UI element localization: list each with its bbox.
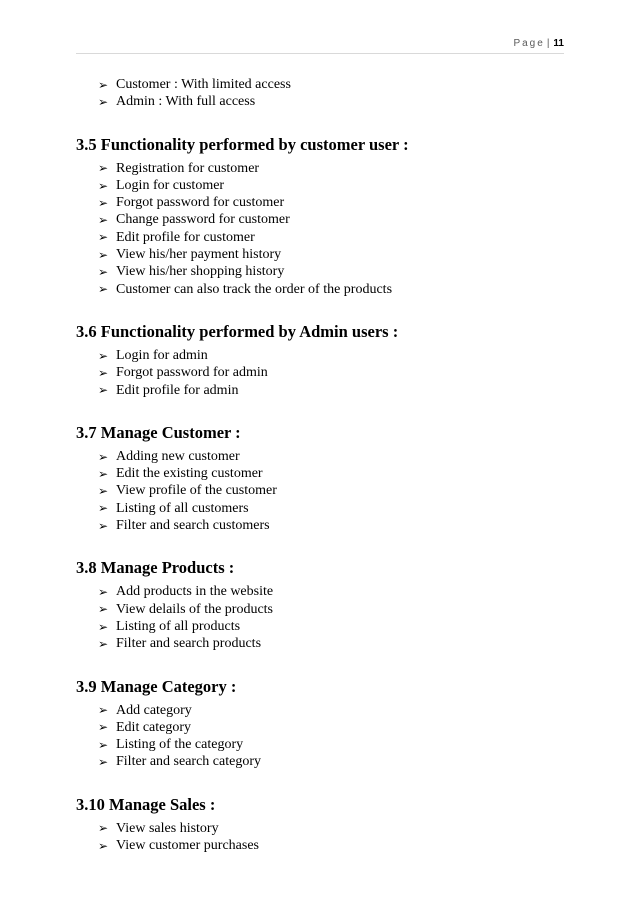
list-item-text: Login for customer [116, 177, 225, 193]
list-item [98, 448, 566, 465]
list-item-text: Customer : With limited access [116, 77, 291, 92]
list-item-text: Registration for customer [116, 160, 260, 176]
arrow-bullet-icon: ➢ [98, 501, 109, 516]
arrow-bullet-icon: ➢ [98, 636, 109, 651]
list-item [98, 382, 566, 399]
list-item [98, 263, 566, 280]
list-item-text: Listing of all customers [116, 500, 249, 516]
arrow-bullet-icon: ➢ [98, 282, 109, 297]
list-item [98, 246, 566, 263]
list-item [98, 93, 566, 110]
arrow-bullet-icon: ➢ [98, 619, 109, 634]
list-item-text: View profile of the customer [116, 483, 277, 499]
list-item-text: Admin : With full access [116, 94, 256, 110]
arrow-bullet-icon: ➢ [98, 77, 109, 92]
page-number: 11 [553, 38, 564, 49]
list-item [98, 583, 566, 600]
list-item [98, 500, 566, 517]
arrow-bullet-icon: ➢ [98, 161, 109, 176]
list-item-text: Edit category [116, 719, 192, 735]
section-list [76, 160, 566, 298]
list-item-text: Change password for customer [116, 212, 290, 228]
arrow-bullet-icon: ➢ [98, 94, 109, 109]
list-item-text: Forgot password for customer [116, 195, 285, 211]
list-item [98, 635, 566, 652]
list-item [98, 177, 566, 194]
arrow-bullet-icon: ➢ [98, 365, 109, 380]
section-list [76, 448, 566, 534]
arrow-bullet-icon: ➢ [98, 755, 109, 770]
list-item [98, 820, 566, 837]
header-rule [76, 53, 564, 54]
arrow-bullet-icon: ➢ [98, 449, 109, 464]
list-item-text: View his/her shopping history [116, 264, 285, 280]
list-item [98, 719, 566, 736]
list-item-text: Edit the existing customer [116, 466, 263, 482]
list-item [98, 281, 566, 298]
list-item [98, 229, 566, 246]
arrow-bullet-icon: ➢ [98, 518, 109, 533]
section-list [76, 583, 566, 652]
list-item-text: Forgot password for admin [116, 365, 268, 381]
list-item [98, 618, 566, 635]
list-item [98, 465, 566, 482]
list-item [98, 837, 566, 854]
arrow-bullet-icon: ➢ [98, 720, 109, 735]
list-item [98, 211, 566, 228]
list-item-text: Listing of the category [116, 737, 244, 753]
header-separator: | [546, 38, 550, 49]
list-item [98, 347, 566, 364]
page-label: Page [513, 38, 545, 49]
list-item-text: Edit profile for admin [116, 382, 239, 398]
list-item [98, 482, 566, 499]
list-item-text: Customer can also track the order of the products [116, 281, 393, 297]
list-item-text: Listing of all products [116, 618, 241, 634]
list-item [98, 76, 566, 93]
list-item-text: View customer purchases [116, 838, 260, 854]
section-heading: 3.9 Manage Category : [76, 676, 237, 696]
arrow-bullet-icon: ➢ [98, 484, 109, 499]
page-header [513, 38, 564, 49]
section-heading: 3.7 Manage Customer : [76, 422, 241, 442]
arrow-bullet-icon: ➢ [98, 821, 109, 836]
arrow-bullet-icon: ➢ [98, 466, 109, 481]
section-list [76, 702, 566, 771]
list-item-text: Adding new customer [116, 448, 240, 464]
arrow-bullet-icon: ➢ [98, 383, 109, 398]
arrow-bullet-icon: ➢ [98, 230, 109, 245]
list-item-text: Filter and search customers [116, 518, 270, 534]
arrow-bullet-icon: ➢ [98, 348, 109, 363]
list-item-text: View delails of the products [116, 601, 274, 617]
list-item [98, 364, 566, 381]
document-body [76, 76, 566, 854]
list-item-text: View sales history [116, 820, 219, 836]
list-item-text: Filter and search category [116, 754, 261, 770]
arrow-bullet-icon: ➢ [98, 195, 109, 210]
list-item [98, 601, 566, 618]
section-heading: 3.5 Functionality performed by customer user : [76, 134, 409, 154]
list-item [98, 517, 566, 534]
list-item [98, 702, 566, 719]
section-heading: 3.10 Manage Sales : [76, 794, 216, 814]
list-item-text: View his/her payment history [116, 247, 282, 263]
list-item [98, 736, 566, 753]
arrow-bullet-icon: ➢ [98, 178, 109, 193]
section-list [76, 347, 566, 399]
list-item-text: Filter and search products [116, 636, 262, 652]
intro-list [76, 76, 566, 111]
arrow-bullet-icon: ➢ [98, 213, 109, 228]
section-heading: 3.8 Manage Products : [76, 558, 235, 578]
list-item-text: Add products in the website [116, 584, 274, 600]
list-item-text: Edit profile for customer [116, 229, 255, 245]
arrow-bullet-icon: ➢ [98, 737, 109, 752]
arrow-bullet-icon: ➢ [98, 703, 109, 718]
arrow-bullet-icon: ➢ [98, 584, 109, 599]
list-item [98, 753, 566, 770]
arrow-bullet-icon: ➢ [98, 602, 109, 617]
section-list [76, 820, 566, 855]
section-heading: 3.6 Functionality performed by Admin users : [76, 321, 399, 341]
list-item [98, 194, 566, 211]
arrow-bullet-icon: ➢ [98, 247, 109, 262]
list-item [98, 160, 566, 177]
arrow-bullet-icon: ➢ [98, 838, 109, 853]
list-item-text: Add category [116, 702, 192, 718]
list-item-text: Login for admin [116, 347, 208, 363]
arrow-bullet-icon: ➢ [98, 265, 109, 280]
